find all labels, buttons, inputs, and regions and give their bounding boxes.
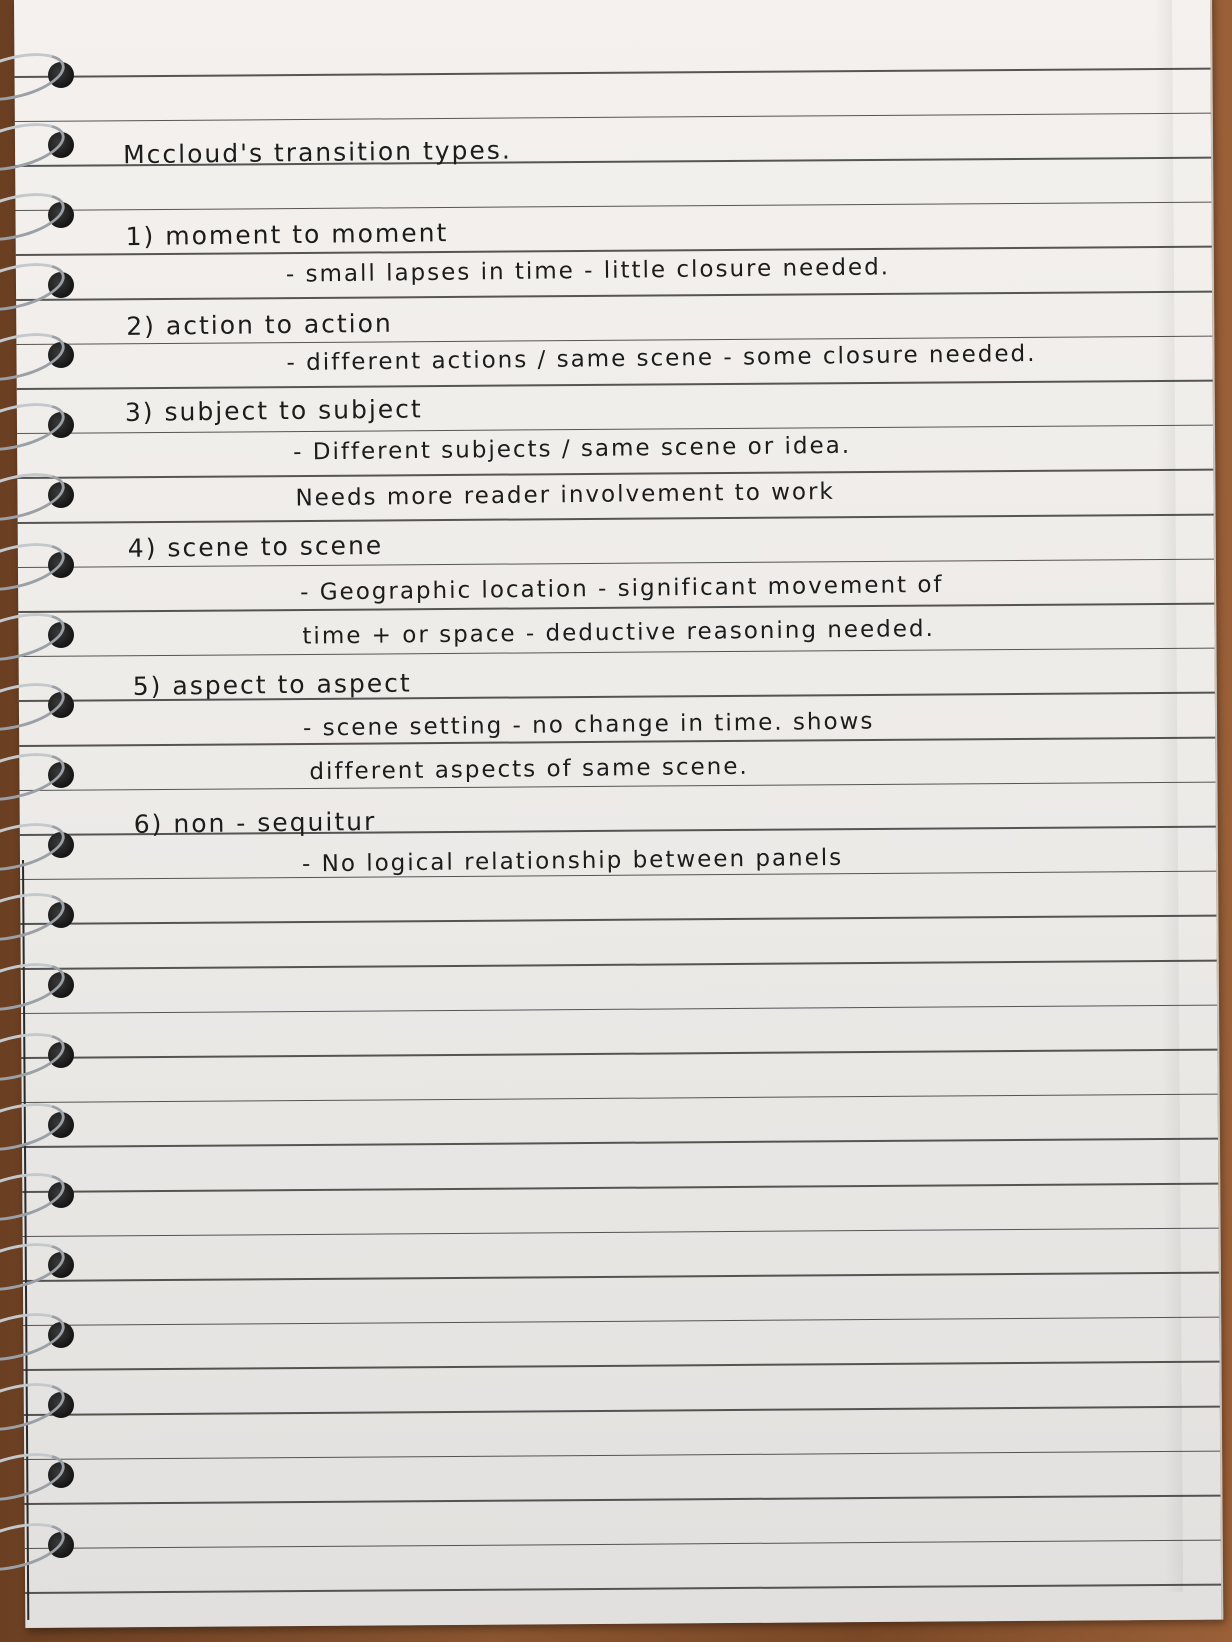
spiral-coil [0,884,70,949]
handwritten-notes [14,0,1221,1628]
item-number: 6) [133,809,164,839]
item-heading: non - sequitur [173,806,377,839]
spiral-coil [0,1094,70,1159]
spiral-coil [0,814,70,879]
item-heading: scene to scene [167,530,384,563]
spiral-coil [0,44,70,109]
item-detail: - Different subjects / same scene or idea. [293,432,852,466]
item-number: 5) [132,671,163,701]
spiral-coil [0,744,70,809]
list-item [128,531,384,563]
list-item [126,309,393,341]
item-heading: aspect to aspect [172,668,412,701]
item-number: 4) [127,533,158,563]
spiral-coil [0,184,70,249]
spiral-coil [0,464,70,529]
item-detail: Needs more reader involvement to work [295,478,835,512]
item-heading: action to action [165,308,393,341]
item-detail: - scene setting - no change in time. shows [302,708,875,742]
spiral-coil [0,1234,70,1299]
spiral-coil [0,1444,70,1509]
item-heading: moment to moment [165,218,449,251]
spiral-coil [0,324,70,389]
item-detail: - No logical relationship between panels [301,844,844,878]
spiral-coil [0,1304,70,1369]
spiral-coil [0,254,70,319]
list-item [133,669,412,701]
spiral-coil [0,1024,70,1089]
list-item [125,218,448,251]
spiral-coil [0,1374,70,1439]
spiral-coil [0,674,70,739]
spiral-coil [0,1164,70,1229]
item-number: 3) [124,397,155,428]
item-detail: different aspects of same scene. [309,753,749,786]
item-number: 2) [126,311,157,341]
spiral-coil [0,954,70,1019]
spiral-coil [0,604,70,669]
item-detail: - small lapses in time - little closure needed. [285,254,891,288]
item-detail: - Geographic location - significant movement of [299,571,944,606]
list-item [134,807,377,839]
spiral-coil [0,534,70,599]
item-heading: subject to subject [164,394,423,427]
notebook-page [14,0,1223,1628]
spiral-binding [0,0,120,1642]
item-detail: time + or space - deductive reasoning needed. [302,615,935,650]
spiral-coil [0,114,70,179]
notes-title: Mccloud's transition types. [122,135,512,170]
list-item [125,394,423,427]
item-detail: - different actions / same scene - some closure needed. [286,340,1037,377]
item-number: 1) [125,221,156,252]
spiral-coil [0,394,70,459]
spiral-coil [0,1514,70,1579]
